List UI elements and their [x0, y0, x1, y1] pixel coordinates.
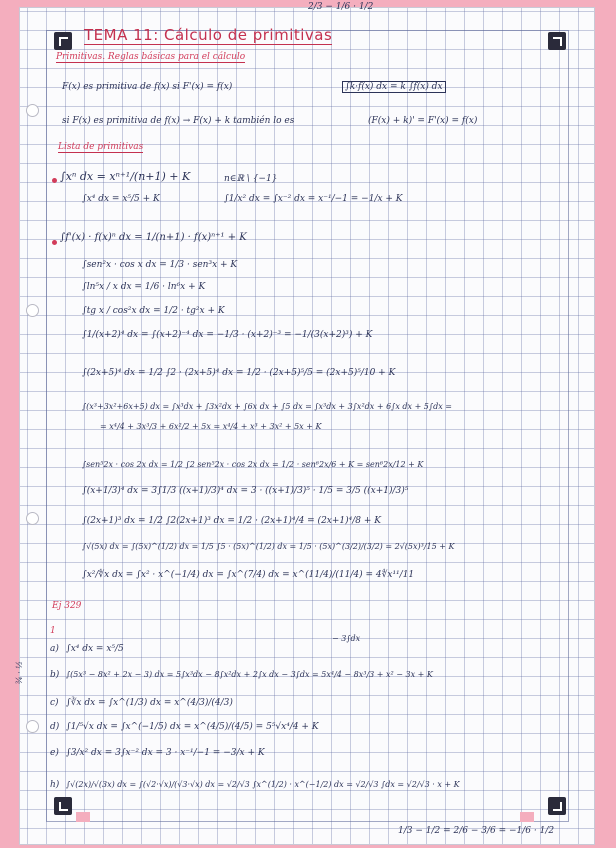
- margin-scribble: ¾ · ½: [15, 660, 25, 685]
- exercise-item: ∫∛x dx = ∫x^(1/3) dx = x^(4/3)/(4/3): [66, 698, 233, 708]
- top-margin-note: 2/3 − 1/6 · 1/2: [308, 2, 374, 12]
- rule-bullet: [52, 178, 57, 183]
- exercise-label: Ej 329: [52, 601, 82, 611]
- chain-example: ∫1/(x+2)⁴ dx = ∫(x+2)⁻⁴ dx = −1/3 · (x+2)⁻³ = −1/(3(x+2)³) + K: [82, 330, 373, 340]
- chain-example: ∫x²/∜x dx = ∫x² · x^(−1/4) dx = ∫x^(7/4) dx = x^(11/4)/(11/4) = 4∜x¹¹/11: [82, 570, 415, 580]
- binding-tab: [76, 812, 90, 822]
- exercise-item: ∫1/⁵√x dx = ∫x^(−1/5) dx = x^(4/5)/(4/5) = 5⁵√x⁴/4 + K: [66, 722, 319, 732]
- rule-bullet: [52, 240, 57, 245]
- chain-example: ∫(x+1/3)⁴ dx = 3∫1/3 ((x+1)/3)⁴ dx = 3 · ((x+1)/3)⁵ · 1/5 = 3/5 ((x+1)/3)⁵: [82, 486, 409, 496]
- exercise-side-note: − 3∫dx: [332, 634, 361, 643]
- binder-hole-icon: [26, 512, 39, 525]
- definition-constant-rule: ∫k·f(x) dx = k ∫f(x) dx: [342, 81, 446, 93]
- binder-hole-icon: [26, 104, 39, 117]
- chain-example: ∫sen⁵2x · cos 2x dx = 1/2 ∫2 sen⁵2x · cos 2x dx = 1/2 · sen⁶2x/6 + K = sen⁶2x/12 + K: [82, 460, 424, 469]
- chain-example: ∫(x³+3x²+6x+5) dx = ∫x³dx + ∫3x²dx + ∫6x dx + ∫5 dx = ∫x³dx + 3∫x²dx + 6∫x dx + 5∫dx =: [82, 402, 452, 411]
- exercise-item: ∫3/x² dx = 3∫x⁻² dx = 3 · x⁻¹/−1 = −3/x + K: [66, 748, 265, 758]
- chain-example: ∫(2x+1)³ dx = 1/2 ∫2(2x+1)³ dx = 1/2 · (2x+1)⁴/4 = (2x+1)⁴/8 + K: [82, 516, 381, 526]
- binder-hole-icon: [26, 304, 39, 317]
- chain-example: ∫sen²x · cos x dx = 1/3 · sen³x + K: [82, 260, 238, 270]
- binding-tab: [520, 812, 534, 822]
- exercise-item: ∫(5x³ − 8x² + 2x − 3) dx = 5∫x³dx − 8∫x²dx + 2∫x dx − 3∫dx = 5x⁴/4 − 8x³/3 + x² − 3x + K: [66, 670, 433, 679]
- page-title: TEMA 11: Cálculo de primitivas: [84, 26, 333, 44]
- power-example-2: ∫1/x² dx = ∫x⁻² dx = x⁻¹/−1 = −1/x + K: [224, 194, 403, 204]
- chain-rule: ∫f'(x) · f(x)ⁿ dx = 1/(n+1) · f(x)ⁿ⁺¹ + K: [60, 232, 247, 243]
- corner-mark-icon: [548, 32, 566, 50]
- corner-mark-icon: [54, 797, 72, 815]
- definition-line-2: si F(x) es primitiva de f(x) → F(x) + k también lo es: [62, 116, 295, 126]
- section-subtitle: Primitivas. Reglas básicas para el cálculo: [56, 52, 246, 62]
- corner-mark-icon: [548, 797, 566, 815]
- power-rule: ∫xⁿ dx = xⁿ⁺¹/(n+1) + K: [60, 170, 191, 183]
- chain-example: ∫tg x / cos²x dx = 1/2 · tg²x + K: [82, 306, 225, 316]
- power-example-1: ∫x⁴ dx = x⁵/5 + K: [82, 194, 160, 204]
- chain-example: ∫(2x+5)⁴ dx = 1/2 ∫2 · (2x+5)⁴ dx = 1/2 · (2x+5)⁵/5 = (2x+5)⁵/10 + K: [82, 368, 396, 378]
- corner-mark-icon: [54, 32, 72, 50]
- exercise-number: 1: [50, 626, 56, 636]
- power-rule-condition: n∈ℝ \ {−1}: [224, 174, 278, 184]
- notebook-page: [15, 2, 594, 844]
- bottom-margin-note: 1/3 − 1/2 = 2/6 − 3/6 = −1/6 · 1/2: [398, 826, 555, 836]
- exercise-item: ∫√(2x)/√(3x) dx = ∫(√2·√x)/(√3·√x) dx = √2/√3 ∫x^(1/2) · x^(−1/2) dx = √2/√3 ∫dx = √2/√3 · x + K: [66, 780, 460, 789]
- exercise-item-letter: c): [50, 698, 59, 708]
- definition-derivative-check: (F(x) + k)' = F'(x) = f(x): [368, 116, 478, 126]
- exercise-item-letter: b): [50, 670, 60, 680]
- exercise-item-letter: e): [50, 748, 59, 758]
- exercise-item: ∫x⁴ dx = x⁵/5: [66, 644, 124, 654]
- definition-line-1: F(x) es primitiva de f(x) si F'(x) = f(x): [62, 82, 233, 92]
- chain-example: = x⁴/4 + 3x³/3 + 6x²/2 + 5x = x⁴/4 + x³ + 3x² + 5x + K: [100, 422, 322, 431]
- chain-example: ∫√(5x) dx = ∫(5x)^(1/2) dx = 1/5 ∫5 · (5x)^(1/2) dx = 1/5 · (5x)^(3/2)/(3/2) = 2√(5x)³/15 + K: [82, 542, 455, 551]
- exercise-item-letter: h): [50, 780, 60, 790]
- exercise-item-letter: d): [50, 722, 60, 732]
- list-heading: Lista de primitivas: [58, 142, 144, 152]
- exercise-item-letter: a): [50, 644, 59, 654]
- binder-hole-icon: [26, 720, 39, 733]
- chain-example: ∫ln⁵x / x dx = 1/6 · ln⁶x + K: [82, 282, 206, 292]
